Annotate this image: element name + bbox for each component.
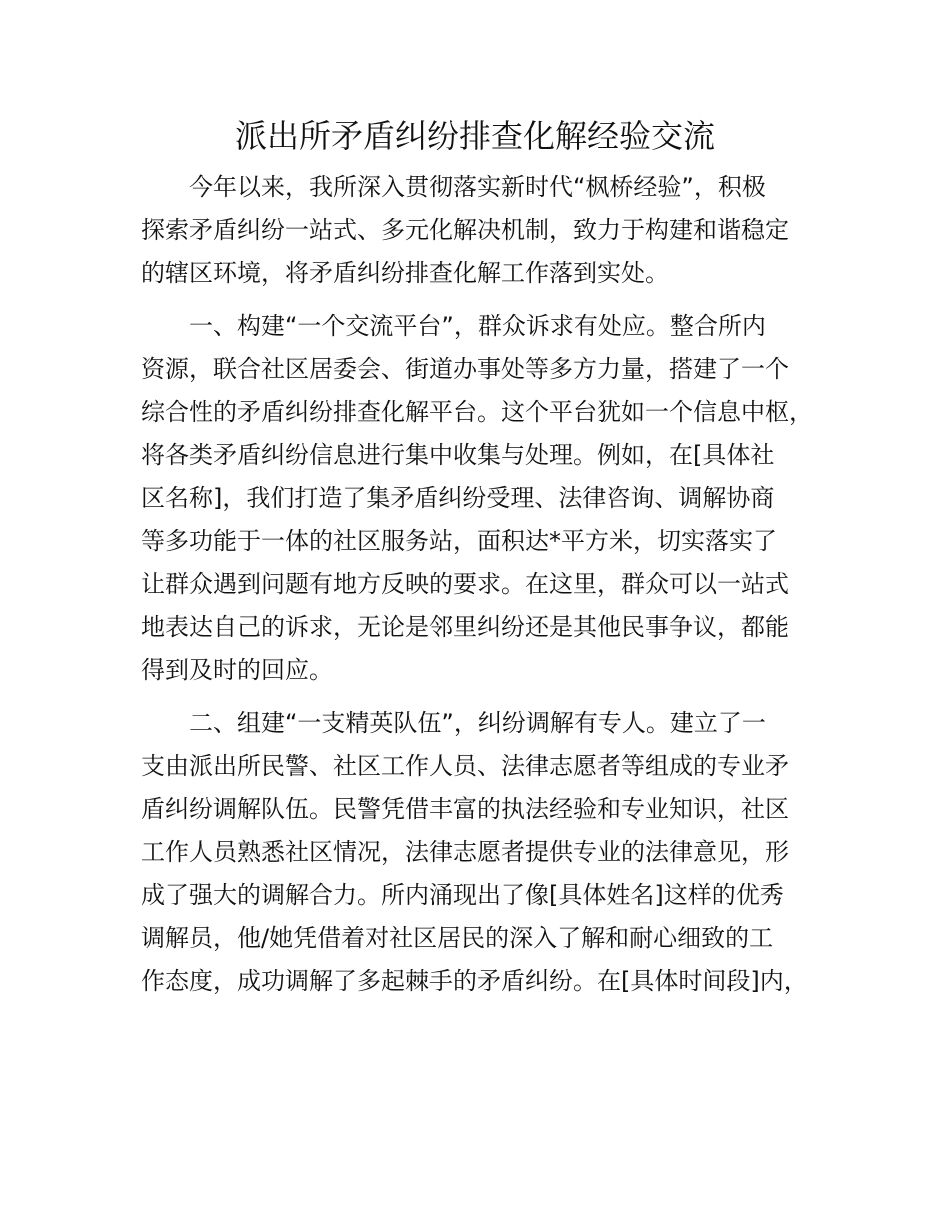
paragraph-section-two bbox=[141, 702, 831, 1003]
text-line: 支由派出所民警、社区工作人员、法律志愿者等组成的专业矛 bbox=[141, 752, 789, 780]
text-line: 将各类矛盾纠纷信息进行集中收集与处理。例如，在[具体社 bbox=[141, 441, 775, 469]
text-line: 二、组建“一支精英队伍”，纠纷调解有专人。建立了一 bbox=[189, 709, 766, 737]
text-line: 探索矛盾纠纷一站式、多元化解决机制，致力于构建和谐稳定 bbox=[141, 216, 789, 244]
text-line: 区名称]，我们打造了集矛盾纠纷受理、法律咨询、调解协商 bbox=[141, 484, 775, 512]
text-line: 工作人员熟悉社区情况，法律志愿者提供专业的法律意见，形 bbox=[141, 838, 789, 866]
paragraph-section-one bbox=[141, 305, 831, 692]
text-line: 成了强大的调解合力。所内涌现出了像[具体姓名]这样的优秀 bbox=[141, 881, 784, 909]
text-line: 资源，联合社区居委会、街道办事处等多方力量，搭建了一个 bbox=[141, 355, 789, 383]
text-line: 一、构建“一个交流平台”，群众诉求有处应。整合所内 bbox=[189, 312, 766, 340]
paragraph-spacer bbox=[141, 295, 831, 305]
text-line: 作态度，成功调解了多起棘手的矛盾纠纷。在[具体时间段]内， bbox=[141, 967, 808, 995]
text-line: 的辖区环境，将矛盾纠纷排查化解工作落到实处。 bbox=[141, 259, 669, 287]
text-line: 让群众遇到问题有地方反映的要求。在这里，群众可以一站式 bbox=[141, 570, 789, 598]
text-line: 综合性的矛盾纠纷排查化解平台。这个平台犹如一个信息中枢， bbox=[141, 398, 813, 426]
text-line: 调解员，他/她凭借着对社区居民的深入了解和耐心细致的工 bbox=[141, 924, 774, 952]
text-line: 今年以来，我所深入贯彻落实新时代“枫桥经验”，积极 bbox=[189, 173, 766, 201]
text-line: 等多功能于一体的社区服务站，面积达*平方米，切实落实了 bbox=[141, 527, 777, 555]
paragraph-intro bbox=[141, 166, 831, 295]
text-line: 得到及时的回应。 bbox=[141, 656, 333, 684]
document-title: 派出所矛盾纠纷排查化解经验交流 bbox=[234, 117, 715, 155]
document-body bbox=[141, 166, 831, 1003]
text-line: 地表达自己的诉求，无论是邻里纠纷还是其他民事争议，都能 bbox=[141, 613, 789, 641]
text-line: 盾纠纷调解队伍。民警凭借丰富的执法经验和专业知识，社区 bbox=[141, 795, 789, 823]
paragraph-spacer bbox=[141, 692, 831, 702]
